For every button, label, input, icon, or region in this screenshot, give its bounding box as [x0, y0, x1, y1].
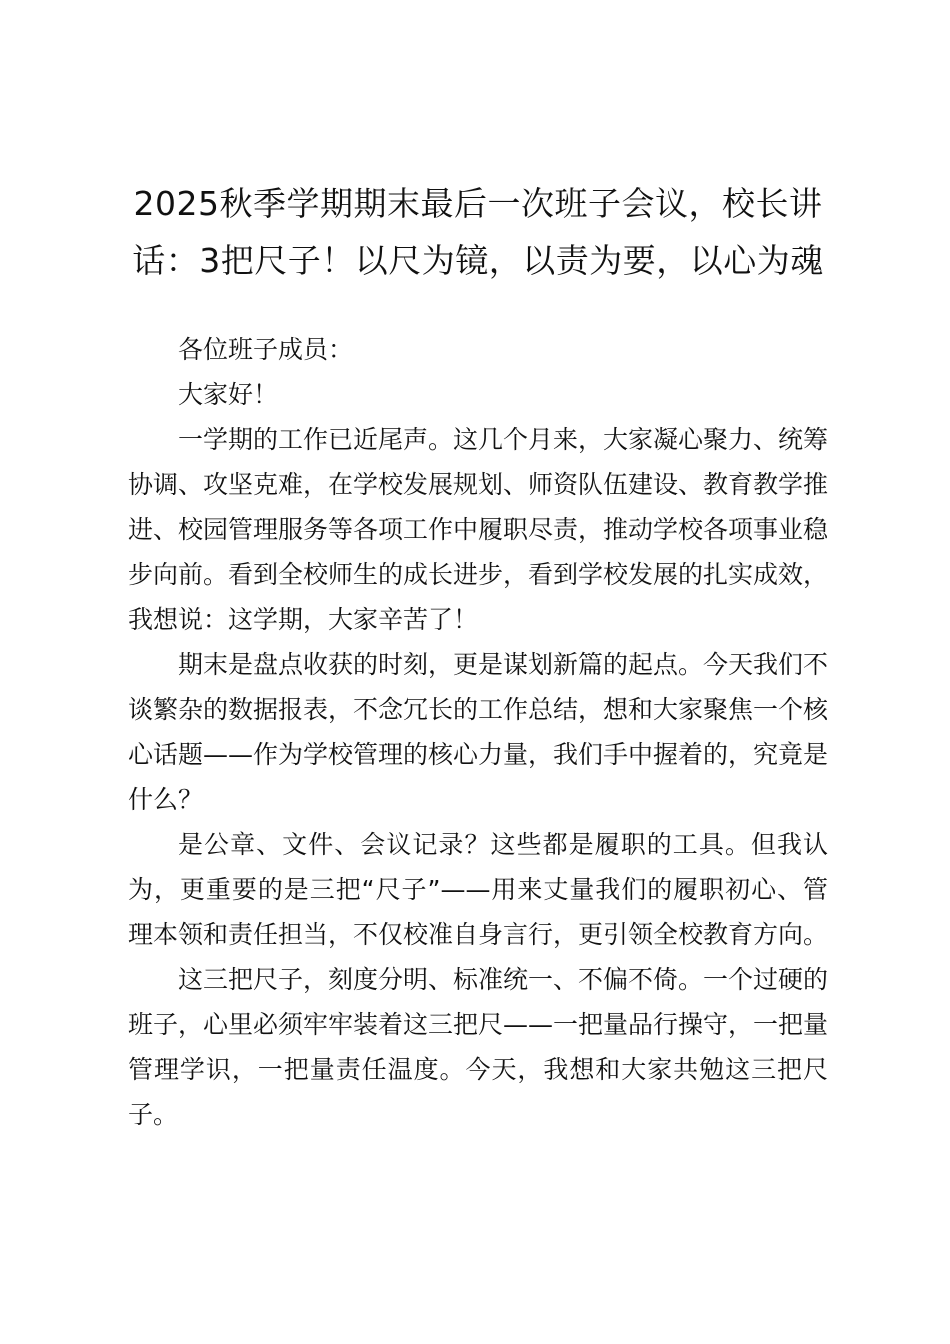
document-body — [128, 327, 828, 1137]
body-paragraph: 一学期的工作已近尾声。这几个月来，大家凝心聚力、统筹协调、攻坚克难，在学校发展规划、师资队伍建设、教育教学推进、校园管理服务等各项工作中履职尽责，推动学校各项事业稳步向前。看到全校师生的成长进步，看到学校发展的扎实成效，我想说：这学期，大家辛苦了！ — [128, 425, 829, 634]
body-paragraph: 这三把尺子，刻度分明、标准统一、不偏不倚。一个过硬的班子，心里必须牢牢装着这三把尺——一把量品行操守，一把量管理学识，一把量责任温度。今天，我想和大家共勉这三把尺子。 — [128, 965, 829, 1129]
greeting: 大家好！ — [178, 380, 279, 409]
body-paragraph: 是公章、文件、会议记录？这些都是履职的工具。但我认为，更重要的是三把“尺子”——用来丈量我们的履职初心、管理本领和责任担当，不仅校准自身言行，更引领全校教育方向。 — [128, 830, 829, 949]
salutation: 各位班子成员： — [178, 335, 354, 364]
body-paragraph: 期末是盘点收获的时刻，更是谋划新篇的起点。今天我们不谈繁杂的数据报表，不念冗长的工作总结，想和大家聚焦一个核心话题——作为学校管理的核心力量，我们手中握着的，究竟是什么？ — [128, 650, 829, 814]
document-title: 2025秋季学期期末最后一次班子会议，校长讲话：3把尺子！以尺为镜，以责为要，以心为魂 — [132, 184, 824, 280]
